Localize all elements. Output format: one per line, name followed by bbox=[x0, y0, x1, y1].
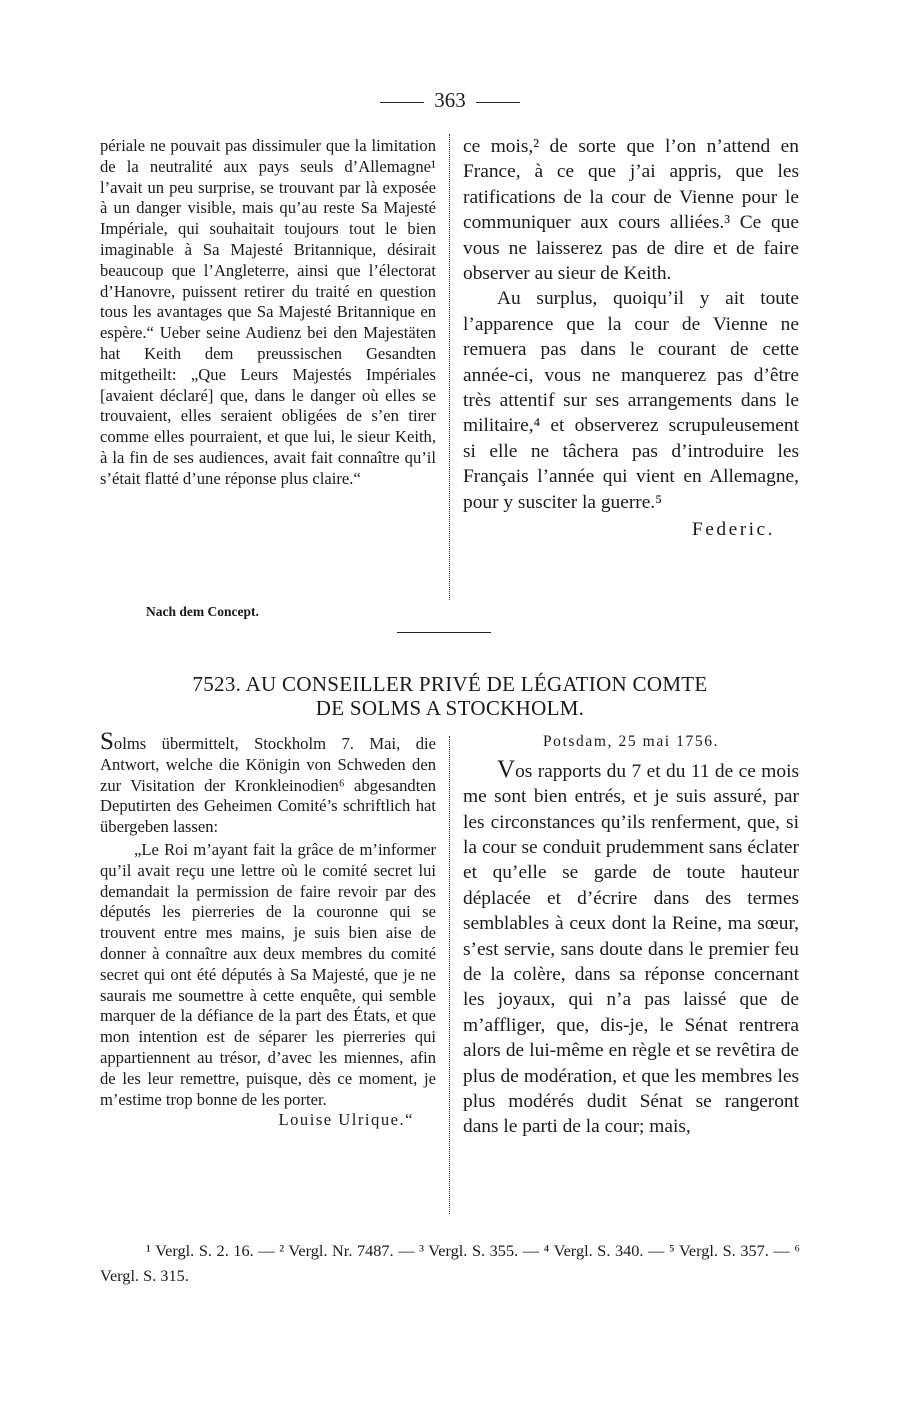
document-title bbox=[100, 672, 800, 720]
page-number: 363 bbox=[434, 88, 466, 112]
column-divider-1 bbox=[449, 134, 450, 600]
source-note: Nach dem Concept. bbox=[146, 604, 259, 619]
section1-left-text: périale ne pouvait pas dissimuler que la limitation de la neutralité aux pays seuls d’Allemagne¹ l’avait un peu surprise, se trouvant par là exposée à un danger visible, mais qu’au reste Sa Majesté Impériale, qui souhaitait toujours tout le bien imaginable à Sa Majesté Britannique, désirait beaucoup que l’Angleterre, ainsi que l’électorat d’Hanovre, puissent retirer du traité en question tous les avantages que Sa Majesté Britannique en espère.“ Ueber seine Audienz bei den Majestäten hat Keith dem preussischen Gesandten mitgetheilt: „Que Leurs Majestés Impériales [avaient déclaré] que, dans le danger où elles se trouvaient, elles seraient obligées de s’en tirer comme elles pourraient, et que lui, le sieur Keith, à la fin de ses audiences, avait fait connaître qu’il s’était flatté d’une réponse plus claire.“ bbox=[100, 136, 436, 488]
section1-left-column bbox=[100, 136, 436, 490]
header-rule-left bbox=[380, 102, 424, 103]
title-line-2: DE SOLMS A STOCKHOLM. bbox=[315, 696, 585, 720]
section1-right-column bbox=[463, 134, 799, 543]
section-separator bbox=[397, 632, 491, 633]
left-intro: olms übermittelt, Stockholm 7. Mai, die Antwort, welche die Königin von Schweden den zur Visitation der Kronkleinodien⁶ abgesandten Deputirten des Geheimen Comité’s schriftlich hat übergeben lassen: bbox=[100, 734, 436, 837]
left-quote: „Le Roi m’ayant fait la grâce de m’informer qu’il avait reçu une lettre où le comité secret lui demandait la permission de faire revoir par des députés les pierreries de la couronne qui se trouvent entre mes mains, je suis bien aise de donner à connaître aux deux membres du comité secret qui ont été députés à Sa Majesté, que je ne saurais me soumettre à cette enquête, qui semble marquer de la défiance de la part des États, et que mon intention est de séparer les pierreries qui appartiennent au trésor, d’avec les miennes, afin de les leur remettre, puisque, dès ce moment, je m’estime trop bonne de les porter. bbox=[100, 839, 436, 1109]
page-header bbox=[0, 88, 900, 113]
left-initial: S bbox=[100, 728, 114, 755]
header-rule-right bbox=[476, 102, 520, 103]
title-line-1: 7523. AU CONSEILLER PRIVÉ DE LÉGATION COMTE bbox=[192, 672, 708, 696]
section2-left-column bbox=[100, 728, 436, 1131]
footnotes bbox=[100, 1238, 800, 1288]
section1-right-para2: Au surplus, quoiqu’il y ait toute l’apparence que la cour de Vienne ne remuera pas dans le courant de cette année-ci, vous ne manquerez pas d’être très attentif sur ses arrangements dans le militaire,⁴ et observerez scrupuleusement si elle ne tâchera pas d’introduire les Français l’année qui vient en Allemagne, pour y susciter la guerre.⁵ bbox=[463, 288, 799, 513]
section1-right-para1: ce mois,² de sorte que l’on n’attend en France, à ce que j’ai appris, que les ratifications de la cour de Vienne pour le communiquer aux cours alliées.³ Ce que vous ne laisserez pas de dire et de faire observer au sieur de Keith. bbox=[463, 136, 799, 285]
signature-federic: Federic. bbox=[692, 519, 775, 541]
column-divider-2 bbox=[449, 736, 450, 1214]
right-text: os rapports du 7 et du 11 de ce mois me sont bien entrés, et je suis assuré, par les circonstances qu’ils renferment, que, si la cour se conduit prudemment sans éclater et qu’elle se garde de toute hauteur déplacée et d’écrire dans des termes semblables à ceux dont la Reine, ma sœur, s’est servie, sans doute dans le premier feu de la colère, dans sa réponse concernant les joyaux, qui n’a pas laissé que de m’affliger, que, dis-je, le Sénat rentrera alors de lui-même en règle et se revêtira de plus de modération, et que les membres les plus modérés dudit Sénat se rangeront dans le parti de la cour; mais, bbox=[463, 760, 799, 1138]
footnotes-text: ¹ Vergl. S. 2. 16. — ² Vergl. Nr. 7487. — ³ Vergl. S. 355. — ⁴ Vergl. S. 340. — ⁵ Vergl. S. 357. — ⁶ Vergl. S. 315. bbox=[100, 1241, 800, 1285]
letter-body bbox=[463, 757, 799, 1140]
section2-right-column bbox=[463, 732, 799, 1140]
place-date: Potsdam, 25 mai 1756. bbox=[542, 733, 720, 750]
signature-louise: Louise Ulrique.“ bbox=[278, 1110, 414, 1130]
right-initial: V bbox=[497, 755, 516, 783]
